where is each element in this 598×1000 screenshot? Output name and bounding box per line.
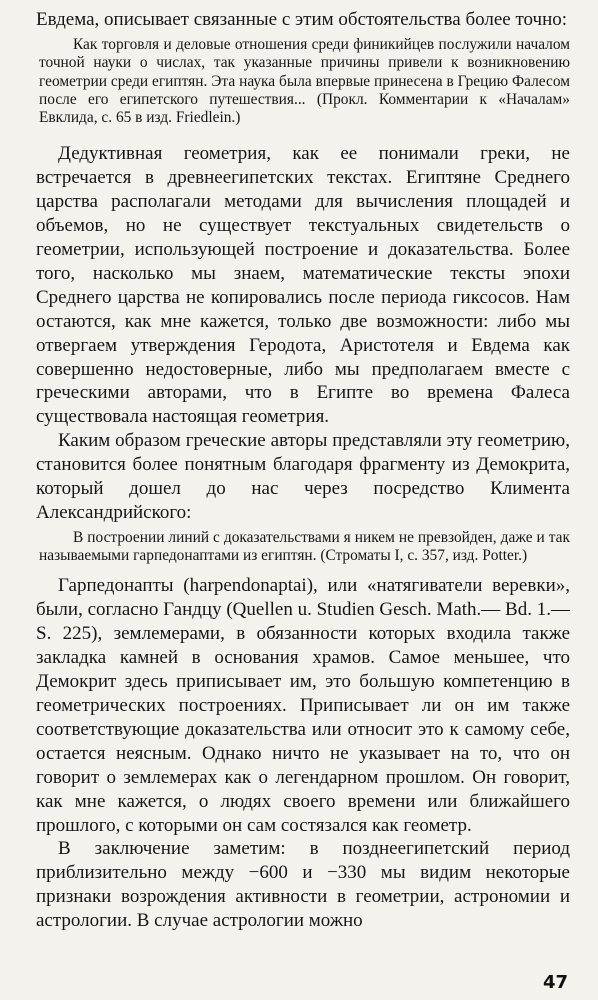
paragraph-5: В заключение заметим: в позднеегипетский период приблизительно между −600 и −330 мы видим некоторые признаки возрождения активности в геометрии, астрономии и астрологии. В случае астрологии можно — [36, 838, 570, 932]
page-number: 47 — [542, 972, 568, 993]
paragraph-4: Гарпедонапты (harpendonaptai), или «натягиватели веревки», были, согласно Гандцу (Quellen u. Studien Gesch. Math.— Bd. 1.— S. 225), землемерами, в обязанности которых входила также закладка камней в основания храмов. Самое меньшее, что Демокрит здесь приписывает им, это большую компетенцию в геометрических построениях. Приписывает ли он им также соответствующие доказательства или относит это к самому себе, остается неясным. Однако ничто не указывает на то, что он говорит о землемерах как о легендарном прошлом. Он говорит, как мне кажется, о людях своего времени или ближайшего прошлого, с которыми он сам состязался как геометр. — [36, 575, 570, 836]
paragraph-1: Евдема, описывает связанные с этим обстоятельства более точно: — [36, 9, 568, 30]
paragraph-2: Дедуктивная геометрия, как ее понимали греки, не встречается в древнеегипетских текстах. Египтяне Среднего царства располагали методами для вычисления площадей и объемов, но не существует текстуальных свидетельств о геометрии, использующей построение и доказательства. Более того, насколько мы знаем, математические тексты эпохи Среднего царства не копировались после периода гиксосов. Нам остаются, как мне кажется, только две возможности: либо мы отвергаем утверждения Геродота, Аристотеля и Евдема как совершенно недостоверные, либо мы предполагаем вместе с греческими авторами, что в Египте во времена Фалеса существовала настоящая геометрия. — [36, 143, 570, 428]
quote-proclus: Как торговля и деловые отношения среди финикийцев послужили началом точной науки о числах, так указанные причины привели к возникновению геометрии среди египтян. Эта наука была впервые принесена в Грецию Фалесом после его египетского путешествия... (Прокл. Комментарии к «Началам» Евклида, с. 65 в изд. Friedlein.) — [39, 35, 570, 127]
page-body — [36, 8, 570, 933]
paragraph-3: Каким образом греческие авторы представляли эту геометрию, становится более понятным благодаря фрагменту из Демокрита, который дошел до нас через посредство Климента Александрийского: — [36, 430, 570, 523]
quote-democritus: В построении линий с доказательствами я никем не превзойден, даже и так называемыми гарпедонаптами из египтян. (Строматы I, с. 357, изд. Potter.) — [39, 528, 570, 565]
